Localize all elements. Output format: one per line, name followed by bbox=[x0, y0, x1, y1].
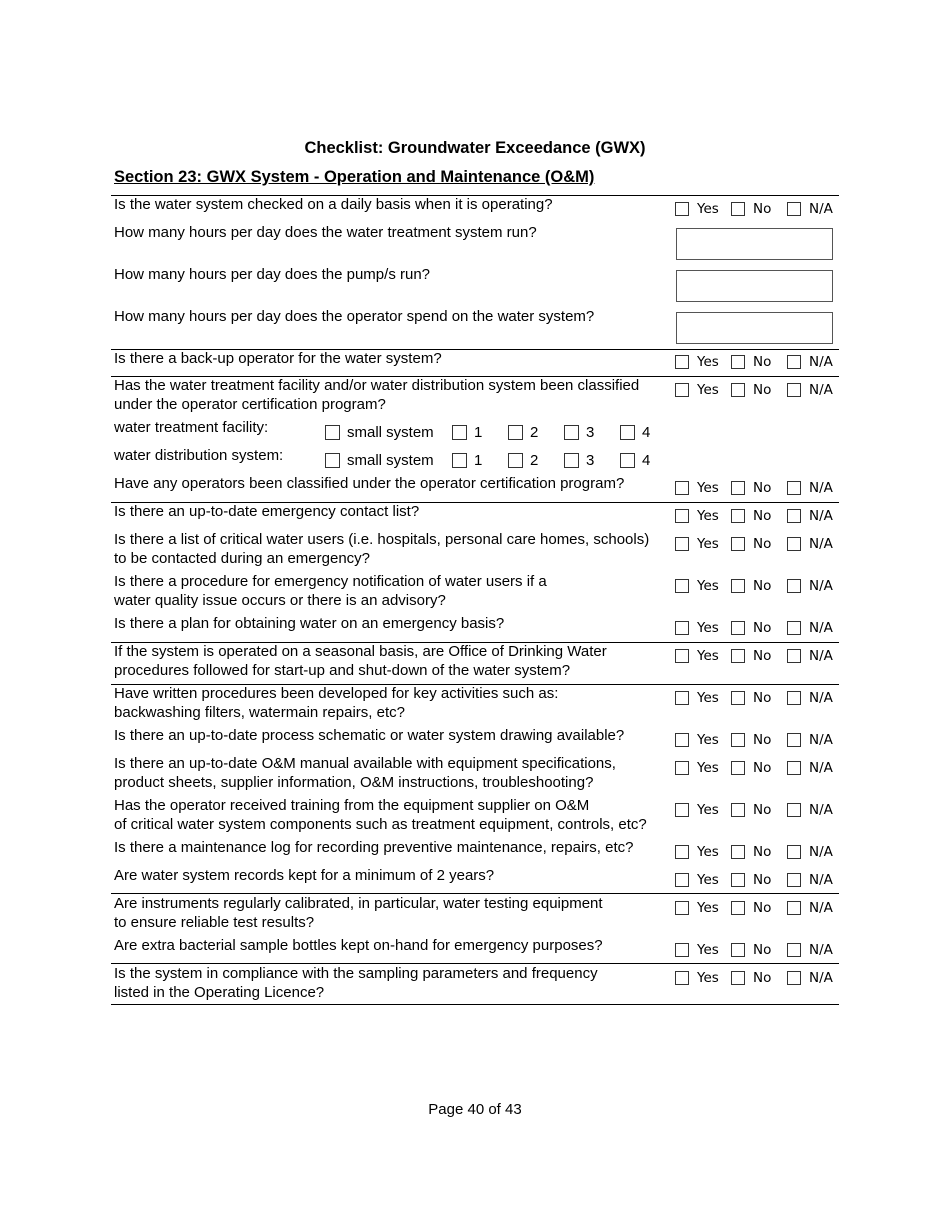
yes-checkbox[interactable] bbox=[675, 621, 689, 635]
yes-checkbox[interactable] bbox=[675, 355, 689, 369]
question-text: How many hours per day does the operator spend on the water system? bbox=[114, 308, 595, 325]
question-text: How many hours per day does the water treatment system run? bbox=[114, 224, 537, 241]
yes-no-na-group: Yes No N/A bbox=[675, 942, 840, 960]
na-checkbox[interactable] bbox=[787, 621, 801, 635]
na-checkbox[interactable] bbox=[787, 509, 801, 523]
no-checkbox[interactable] bbox=[731, 845, 745, 859]
na-checkbox[interactable] bbox=[787, 649, 801, 663]
yes-no-na-group: Yes No N/A bbox=[675, 382, 840, 400]
small-system-checkbox[interactable] bbox=[325, 453, 340, 468]
na-checkbox[interactable] bbox=[787, 481, 801, 495]
level-2-checkbox[interactable] bbox=[508, 425, 523, 440]
question-text: Have any operators been classified under the operator certification program? bbox=[114, 475, 625, 492]
no-checkbox[interactable] bbox=[731, 383, 745, 397]
no-checkbox[interactable] bbox=[731, 355, 745, 369]
level-1-checkbox[interactable] bbox=[452, 453, 467, 468]
no-checkbox[interactable] bbox=[731, 621, 745, 635]
hours-pump-input[interactable] bbox=[676, 270, 833, 302]
na-checkbox[interactable] bbox=[787, 971, 801, 985]
question-text: Is there an up-to-date process schematic or water system drawing available? bbox=[114, 727, 625, 744]
na-checkbox[interactable] bbox=[787, 383, 801, 397]
no-checkbox[interactable] bbox=[731, 943, 745, 957]
question-text: Are instruments regularly calibrated, in particular, water testing equipment to ensure reliable test results? bbox=[114, 895, 603, 931]
yes-no-na-group: Yes No N/A bbox=[675, 480, 840, 498]
na-checkbox[interactable] bbox=[787, 761, 801, 775]
level-2-checkbox[interactable] bbox=[508, 453, 523, 468]
question-text: Is there a maintenance log for recording preventive maintenance, repairs, etc? bbox=[114, 839, 634, 856]
yes-no-na-group: Yes No N/A bbox=[675, 536, 840, 554]
yes-no-na-group: Yes No N/A bbox=[675, 354, 840, 372]
yes-no-na-group: Yes No N/A bbox=[675, 802, 840, 820]
rule bbox=[111, 1004, 839, 1005]
classification-label: water treatment facility: bbox=[114, 419, 269, 436]
no-checkbox[interactable] bbox=[731, 691, 745, 705]
small-system-checkbox[interactable] bbox=[325, 425, 340, 440]
question-text: If the system is operated on a seasonal basis, are Office of Drinking Water procedures followed for start-up and shut-down of the water system? bbox=[114, 643, 607, 679]
level-4-checkbox[interactable] bbox=[620, 425, 635, 440]
yes-no-na-group: Yes No N/A bbox=[675, 872, 840, 890]
yes-no-na-group: Yes No N/A bbox=[675, 648, 840, 666]
na-checkbox[interactable] bbox=[787, 537, 801, 551]
no-checkbox[interactable] bbox=[731, 901, 745, 915]
na-checkbox[interactable] bbox=[787, 202, 801, 216]
yes-checkbox[interactable] bbox=[675, 733, 689, 747]
no-checkbox[interactable] bbox=[731, 509, 745, 523]
na-checkbox[interactable] bbox=[787, 579, 801, 593]
yes-no-na-group: Yes No N/A bbox=[675, 970, 840, 988]
yes-checkbox[interactable] bbox=[675, 383, 689, 397]
question-text: Is the system in compliance with the sampling parameters and frequency listed in the Operating Licence? bbox=[114, 965, 598, 1001]
no-checkbox[interactable] bbox=[731, 803, 745, 817]
page-number: Page 40 of 43 bbox=[428, 1101, 522, 1118]
hours-operator-input[interactable] bbox=[676, 312, 833, 344]
section-heading: Section 23: GWX System - Operation and Maintenance (O&M) bbox=[114, 168, 595, 186]
level-1-checkbox[interactable] bbox=[452, 425, 467, 440]
no-checkbox[interactable] bbox=[731, 873, 745, 887]
question-text: Are water system records kept for a minimum of 2 years? bbox=[114, 867, 495, 884]
question-text: Is there an up-to-date emergency contact list? bbox=[114, 503, 420, 520]
question-text: Is there a procedure for emergency notification of water users if a water quality issue occurs or there is an advisory? bbox=[114, 573, 547, 609]
yes-no-na-group: Yes No N/A bbox=[675, 844, 840, 862]
no-checkbox[interactable] bbox=[731, 971, 745, 985]
yes-no-na-group: Yes No N/A bbox=[675, 620, 840, 638]
question-text: Is there an up-to-date O&M manual available with equipment specifications, product sheets, supplier information, O&M instructions, troubleshooting? bbox=[114, 755, 616, 791]
yes-no-na-group: Yes No N/A bbox=[675, 732, 840, 750]
yes-checkbox[interactable] bbox=[675, 509, 689, 523]
yes-no-na-group: Yes No N/A bbox=[675, 690, 840, 708]
yes-checkbox[interactable] bbox=[675, 873, 689, 887]
no-checkbox[interactable] bbox=[731, 481, 745, 495]
yes-checkbox[interactable] bbox=[675, 537, 689, 551]
na-checkbox[interactable] bbox=[787, 803, 801, 817]
yes-no-na-group: Yes No N/A bbox=[675, 760, 840, 778]
question-text: Have written procedures been developed for key activities such as: backwashing filters, watermain repairs, etc? bbox=[114, 685, 559, 721]
level-3-checkbox[interactable] bbox=[564, 425, 579, 440]
no-checkbox[interactable] bbox=[731, 761, 745, 775]
na-checkbox[interactable] bbox=[787, 355, 801, 369]
question-text: Is there a list of critical water users (i.e. hospitals, personal care homes, schools) to be contacted during an emergency? bbox=[114, 531, 650, 567]
question-text: Are extra bacterial sample bottles kept on-hand for emergency purposes? bbox=[114, 937, 603, 954]
question-text: Has the water treatment facility and/or water distribution system been classified under the operator certification program? bbox=[114, 377, 640, 413]
yes-no-na-group: Yes No N/A bbox=[675, 578, 840, 596]
yes-no-na-group: Yes No N/A bbox=[675, 201, 840, 219]
question-text: Is there a back-up operator for the water system? bbox=[114, 350, 442, 367]
no-checkbox[interactable] bbox=[731, 649, 745, 663]
question-text: Is the water system checked on a daily basis when it is operating? bbox=[114, 196, 553, 213]
yes-checkbox[interactable] bbox=[675, 691, 689, 705]
yes-checkbox[interactable] bbox=[675, 761, 689, 775]
yes-checkbox[interactable] bbox=[675, 845, 689, 859]
na-checkbox[interactable] bbox=[787, 691, 801, 705]
na-checkbox[interactable] bbox=[787, 845, 801, 859]
no-checkbox[interactable] bbox=[731, 579, 745, 593]
na-checkbox[interactable] bbox=[787, 733, 801, 747]
level-3-checkbox[interactable] bbox=[564, 453, 579, 468]
hours-treatment-input[interactable] bbox=[676, 228, 833, 260]
no-checkbox[interactable] bbox=[731, 537, 745, 551]
yes-checkbox[interactable] bbox=[675, 901, 689, 915]
yes-checkbox[interactable] bbox=[675, 971, 689, 985]
na-checkbox[interactable] bbox=[787, 901, 801, 915]
no-checkbox[interactable] bbox=[731, 202, 745, 216]
question-text: Is there a plan for obtaining water on an emergency basis? bbox=[114, 615, 505, 632]
yes-checkbox[interactable] bbox=[675, 943, 689, 957]
na-checkbox[interactable] bbox=[787, 873, 801, 887]
no-checkbox[interactable] bbox=[731, 733, 745, 747]
yes-checkbox[interactable] bbox=[675, 649, 689, 663]
yes-checkbox[interactable] bbox=[675, 579, 689, 593]
classification-label: water distribution system: bbox=[114, 447, 284, 464]
question-text: Has the operator received training from the equipment supplier on O&M of critical water system components such as treatment equipment, controls, etc? bbox=[114, 797, 647, 833]
yes-checkbox[interactable] bbox=[675, 481, 689, 495]
yes-no-na-group: Yes No N/A bbox=[675, 900, 840, 918]
page-title: Checklist: Groundwater Exceedance (GWX) bbox=[304, 139, 646, 157]
question-text: How many hours per day does the pump/s run? bbox=[114, 266, 431, 283]
yes-no-na-group: Yes No N/A bbox=[675, 508, 840, 526]
na-checkbox[interactable] bbox=[787, 943, 801, 957]
level-4-checkbox[interactable] bbox=[620, 453, 635, 468]
yes-checkbox[interactable] bbox=[675, 803, 689, 817]
yes-checkbox[interactable] bbox=[675, 202, 689, 216]
